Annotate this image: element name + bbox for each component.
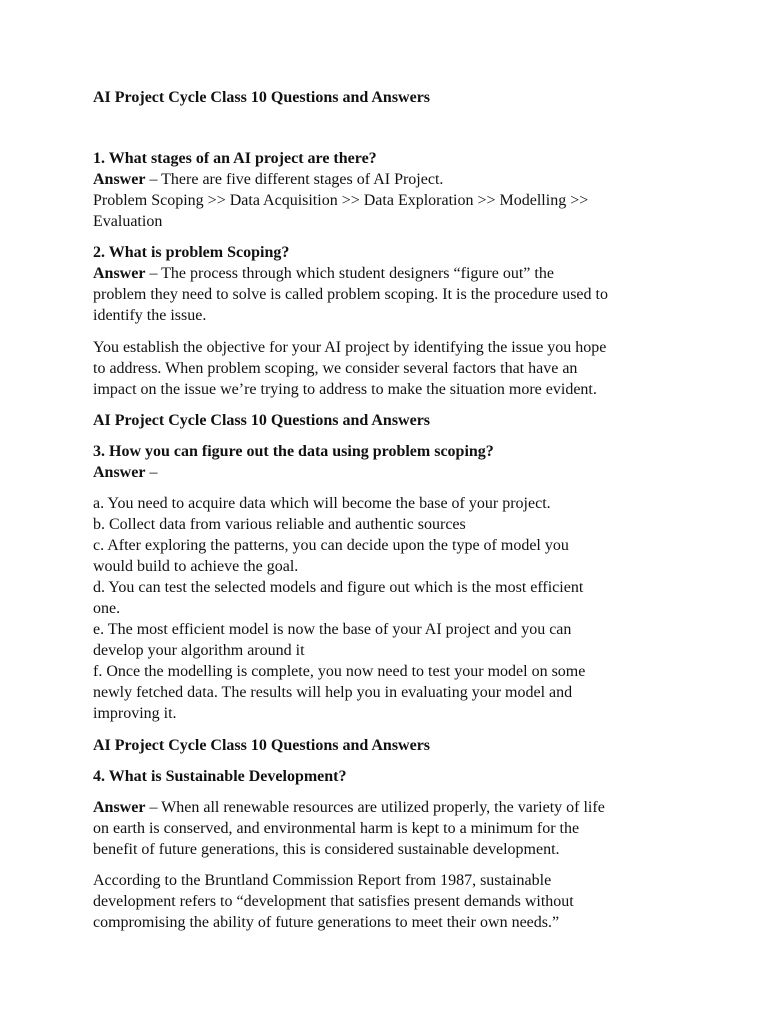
question-4-paragraph [93,870,693,933]
list-item: a. You need to acquire data which will become the base of your project. [93,495,551,512]
answer-line: problem they need to solve is called problem scoping. It is the procedure used to [93,286,608,303]
paragraph-line: development refers to “development that satisfies present demands without [93,893,574,910]
list-item: one. [93,600,121,617]
question-3-block [93,441,693,483]
answer-line: Evaluation [93,213,163,230]
question-4-answer-block [93,797,693,860]
paragraph-line: According to the Bruntland Commission Report from 1987, sustainable [93,872,552,889]
question-1-answer [93,169,693,190]
list-item: c. After exploring the patterns, you can decide upon the type of model you [93,537,569,554]
question-4-heading: 4. What is Sustainable Development? [93,768,347,785]
list-item: would build to achieve the goal. [93,558,299,575]
question-1-heading: 1. What stages of an AI project are there? [93,150,377,167]
list-item: f. Once the modelling is complete, you now need to test your model on some [93,663,586,680]
list-item: newly fetched data. The results will help you in evaluating your model and [93,684,573,701]
answer-line: on earth is conserved, and environmental harm is kept to a minimum for the [93,820,580,837]
section-heading: AI Project Cycle Class 10 Questions and Answers [93,737,431,754]
list-item: d. You can test the selected models and figure out which is the most efficient [93,579,584,596]
question-2-paragraph [93,337,693,400]
question-4-answer [93,797,693,818]
list-item: improving it. [93,705,177,722]
answer-text: – There are five different stages of AI Project. [145,171,444,188]
answer-text: – [145,464,158,481]
question-2-answer [93,263,693,284]
question-3-heading: 3. How you can figure out the data using problem scoping? [93,443,494,460]
answer-label: Answer [93,799,146,816]
list-item: e. The most efficient model is now the base of your AI project and you can [93,621,572,638]
document-title: AI Project Cycle Class 10 Questions and Answers [93,89,431,106]
answer-text: – The process through which student designers “figure out” the [145,265,554,282]
question-2-heading: 2. What is problem Scoping? [93,244,290,261]
list-item: develop your algorithm around it [93,642,305,659]
paragraph-line: to address. When problem scoping, we consider several factors that have an [93,360,578,377]
answer-line: Problem Scoping >> Data Acquisition >> Data Exploration >> Modelling >> [93,192,589,209]
answer-line: identify the issue. [93,307,207,324]
question-3-list [93,493,693,724]
paragraph-line: You establish the objective for your AI project by identifying the issue you hope [93,339,607,356]
answer-text: – When all renewable resources are utilized properly, the variety of life [145,799,605,816]
answer-label: Answer [93,171,146,188]
answer-label: Answer [93,265,146,282]
question-3-answer [93,462,693,483]
list-item: b. Collect data from various reliable and authentic sources [93,516,466,533]
question-1-block [93,148,693,232]
paragraph-line: impact on the issue we’re trying to address to make the situation more evident. [93,381,597,398]
paragraph-line: compromising the ability of future generations to meet their own needs.” [93,914,560,931]
answer-line: benefit of future generations, this is considered sustainable development. [93,841,560,858]
answer-label: Answer [93,464,146,481]
question-2-block [93,242,693,326]
section-heading: AI Project Cycle Class 10 Questions and Answers [93,412,431,429]
